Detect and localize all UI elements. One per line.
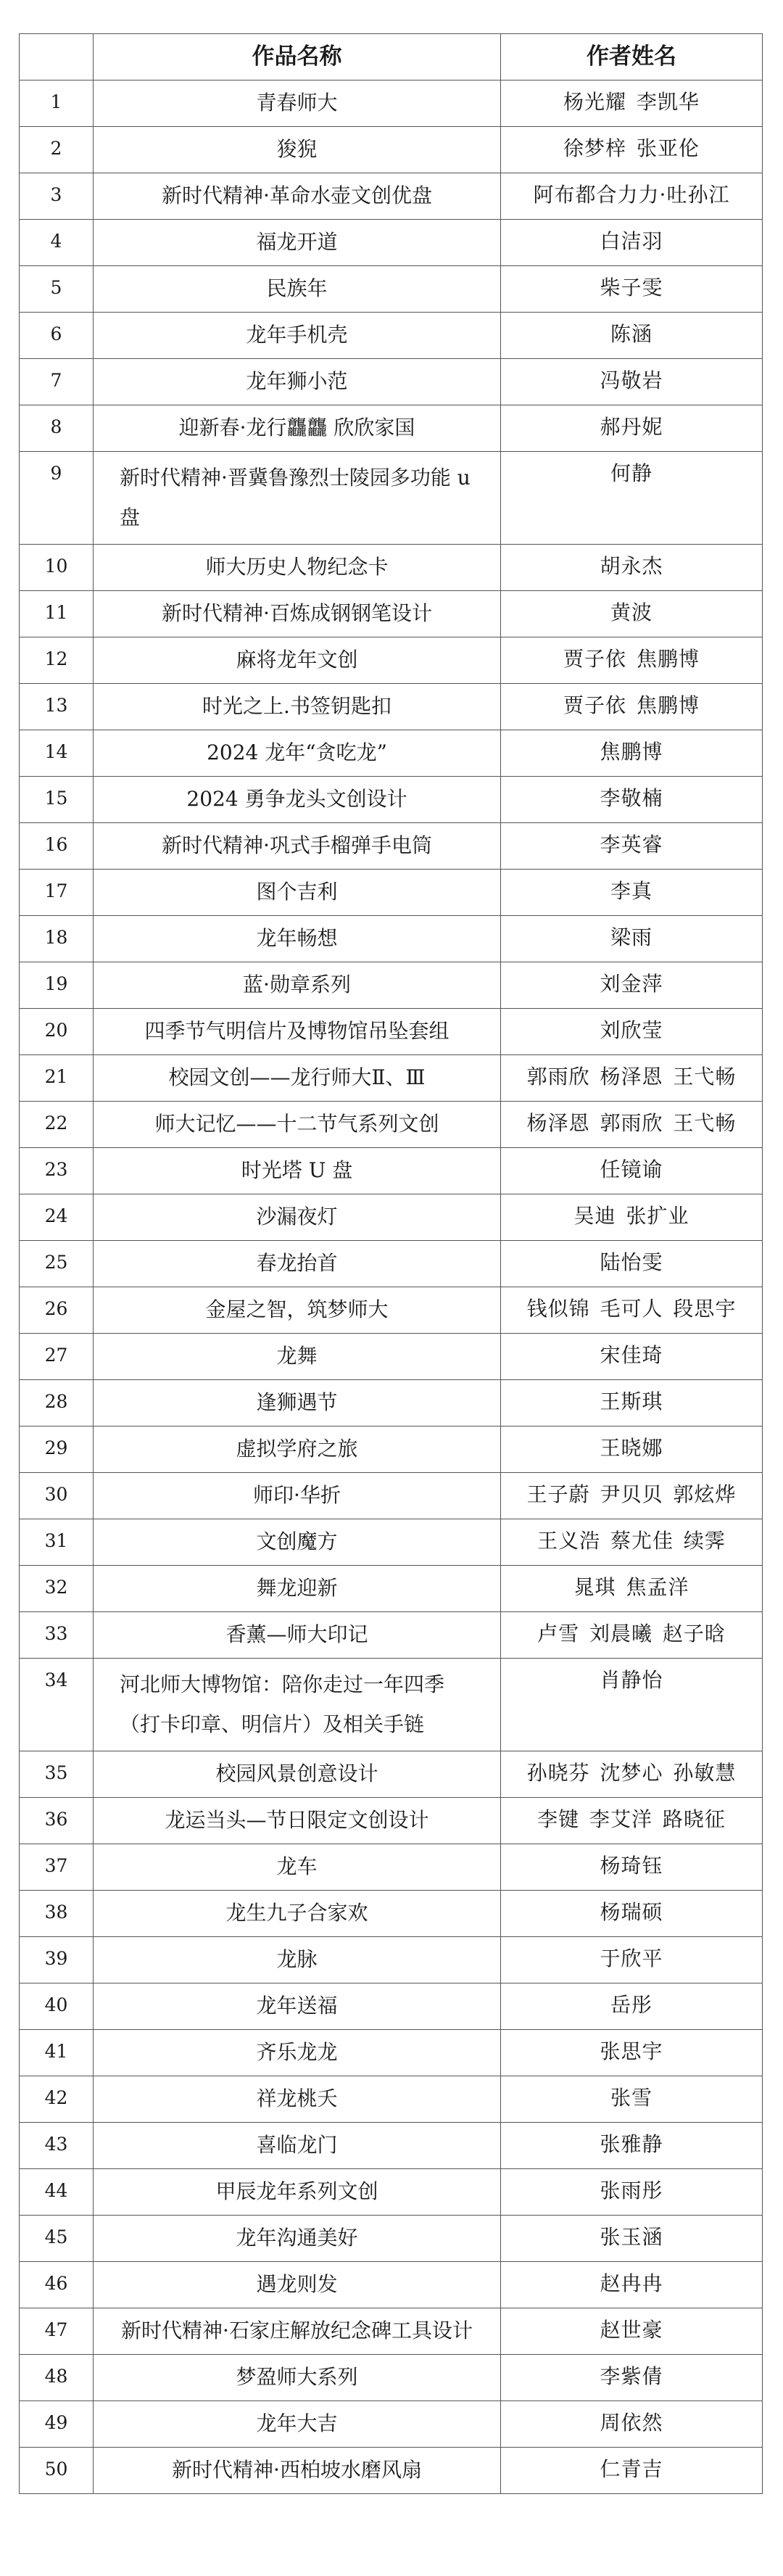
table-row <box>20 1241 763 1287</box>
work-title: 新时代精神·石家庄解放纪念碑工具设计 <box>94 2308 501 2355</box>
table-row <box>20 1009 763 1055</box>
work-title: 龙年手机壳 <box>94 313 501 359</box>
table-row <box>20 359 763 405</box>
table-row <box>20 1148 763 1194</box>
table-row <box>20 1612 763 1659</box>
table-row <box>20 777 763 823</box>
work-title: 麻将龙年文创 <box>94 637 501 684</box>
table-row <box>20 1055 763 1102</box>
row-number: 13 <box>20 684 94 730</box>
table-row <box>20 1844 763 1891</box>
work-title: 金屋之智，筑梦师大 <box>94 1287 501 1334</box>
row-number: 43 <box>20 2123 94 2169</box>
works-table-container <box>19 33 763 2494</box>
table-row <box>20 2169 763 2216</box>
work-title: 香薰—师大印记 <box>94 1612 501 1659</box>
table-row <box>20 545 763 591</box>
work-title: 时光之上.书签钥匙扣 <box>94 684 501 730</box>
row-number: 12 <box>20 637 94 684</box>
row-number: 20 <box>20 1009 94 1055</box>
work-title: 沙漏夜灯 <box>94 1194 501 1241</box>
row-number: 37 <box>20 1844 94 1891</box>
work-title: 2024 勇争龙头文创设计 <box>94 777 501 823</box>
author-name: 阿布都合力力·吐孙江 <box>501 173 763 220</box>
row-number: 32 <box>20 1566 94 1612</box>
author-name: 贾子依 焦鹏博 <box>501 637 763 684</box>
row-number: 27 <box>20 1334 94 1380</box>
work-title: 蓝·勋章系列 <box>94 962 501 1009</box>
table-row <box>20 916 763 962</box>
table-row <box>20 1473 763 1519</box>
author-name: 杨瑞硕 <box>501 1891 763 1937</box>
table-row <box>20 1380 763 1427</box>
author-name: 吴迪 张扩业 <box>501 1194 763 1241</box>
row-number: 45 <box>20 2216 94 2262</box>
work-title: 梦盈师大系列 <box>94 2355 501 2401</box>
row-number: 9 <box>20 452 94 545</box>
author-name: 李键 李艾洋 路晓征 <box>501 1798 763 1844</box>
author-name: 陈涵 <box>501 313 763 359</box>
row-number: 49 <box>20 2401 94 2448</box>
row-number: 4 <box>20 220 94 266</box>
row-number: 25 <box>20 1241 94 1287</box>
work-title: 龙年送福 <box>94 1983 501 2030</box>
table-row <box>20 1287 763 1334</box>
row-number: 33 <box>20 1612 94 1659</box>
work-title: 新时代精神·百炼成钢钢笔设计 <box>94 591 501 637</box>
header-work-title: 作品名称 <box>94 34 501 80</box>
author-name: 晁琪 焦孟洋 <box>501 1566 763 1612</box>
table-row <box>20 2216 763 2262</box>
work-title: 龙运当头—节日限定文创设计 <box>94 1798 501 1844</box>
table-row <box>20 173 763 220</box>
row-number: 34 <box>20 1659 94 1751</box>
table-row <box>20 1937 763 1983</box>
table-row <box>20 962 763 1009</box>
row-number: 8 <box>20 405 94 452</box>
table-row <box>20 2448 763 2494</box>
row-number: 41 <box>20 2030 94 2076</box>
work-title: 龙年大吉 <box>94 2401 501 2448</box>
author-name: 贾子依 焦鹏博 <box>501 684 763 730</box>
row-number: 2 <box>20 127 94 173</box>
author-name: 杨琦钰 <box>501 1844 763 1891</box>
row-number: 6 <box>20 313 94 359</box>
author-name: 岳彤 <box>501 1983 763 2030</box>
row-number: 28 <box>20 1380 94 1427</box>
work-title: 龙年狮小范 <box>94 359 501 405</box>
table-row <box>20 2030 763 2076</box>
author-name: 王晓娜 <box>501 1427 763 1473</box>
author-name: 张雨彤 <box>501 2169 763 2216</box>
table-row <box>20 1983 763 2030</box>
table-row <box>20 2401 763 2448</box>
row-number: 36 <box>20 1798 94 1844</box>
works-table <box>19 33 763 2494</box>
work-title: 新时代精神·西柏坡水磨风扇 <box>94 2448 501 2494</box>
header-author-name: 作者姓名 <box>501 34 763 80</box>
work-title: 舞龙迎新 <box>94 1566 501 1612</box>
work-title: 新时代精神·晋冀鲁豫烈士陵园多功能 u 盘 <box>94 452 501 545</box>
author-name: 杨泽恩 郭雨欣 王弋畅 <box>501 1102 763 1148</box>
row-number: 5 <box>20 266 94 313</box>
author-name: 任镜谕 <box>501 1148 763 1194</box>
table-row <box>20 80 763 127</box>
author-name: 周依然 <box>501 2401 763 2448</box>
author-name: 黄波 <box>501 591 763 637</box>
table-row <box>20 1519 763 1566</box>
row-number: 22 <box>20 1102 94 1148</box>
work-title: 龙生九子合家欢 <box>94 1891 501 1937</box>
work-title: 时光塔 U 盘 <box>94 1148 501 1194</box>
work-title: 遇龙则发 <box>94 2262 501 2308</box>
author-name: 张思宇 <box>501 2030 763 2076</box>
row-number: 48 <box>20 2355 94 2401</box>
work-title: 四季节气明信片及博物馆吊坠套组 <box>94 1009 501 1055</box>
author-name: 肖静怡 <box>501 1659 763 1751</box>
author-name: 赵冉冉 <box>501 2262 763 2308</box>
work-title: 图个吉利 <box>94 870 501 916</box>
author-name: 李紫倩 <box>501 2355 763 2401</box>
work-title: 龙年畅想 <box>94 916 501 962</box>
author-name: 孙晓芬 沈梦心 孙敏慧 <box>501 1751 763 1798</box>
author-name: 张玉涵 <box>501 2216 763 2262</box>
table-row <box>20 823 763 870</box>
table-row <box>20 1659 763 1751</box>
author-name: 赵世豪 <box>501 2308 763 2355</box>
table-row <box>20 684 763 730</box>
work-title: 师印·华折 <box>94 1473 501 1519</box>
work-title: 狻猊 <box>94 127 501 173</box>
work-title: 齐乐龙龙 <box>94 2030 501 2076</box>
row-number: 26 <box>20 1287 94 1334</box>
table-row <box>20 730 763 777</box>
work-title: 民族年 <box>94 266 501 313</box>
row-number: 44 <box>20 2169 94 2216</box>
work-title: 龙脉 <box>94 1937 501 1983</box>
row-number: 1 <box>20 80 94 127</box>
work-title: 青春师大 <box>94 80 501 127</box>
table-row <box>20 1566 763 1612</box>
author-name: 何静 <box>501 452 763 545</box>
author-name: 杨光耀 李凯华 <box>501 80 763 127</box>
row-number: 40 <box>20 1983 94 2030</box>
table-row <box>20 1751 763 1798</box>
author-name: 冯敬岩 <box>501 359 763 405</box>
table-row <box>20 2123 763 2169</box>
table-row <box>20 1194 763 1241</box>
work-title: 龙舞 <box>94 1334 501 1380</box>
author-name: 张雪 <box>501 2076 763 2123</box>
row-number: 23 <box>20 1148 94 1194</box>
table-row <box>20 637 763 684</box>
table-row <box>20 2308 763 2355</box>
work-title: 文创魔方 <box>94 1519 501 1566</box>
row-number: 42 <box>20 2076 94 2123</box>
table-row <box>20 591 763 637</box>
row-number: 7 <box>20 359 94 405</box>
table-row <box>20 127 763 173</box>
author-name: 李英睿 <box>501 823 763 870</box>
author-name: 胡永杰 <box>501 545 763 591</box>
author-name: 李敬楠 <box>501 777 763 823</box>
work-title: 校园风景创意设计 <box>94 1751 501 1798</box>
row-number: 15 <box>20 777 94 823</box>
author-name: 梁雨 <box>501 916 763 962</box>
author-name: 陆怡雯 <box>501 1241 763 1287</box>
work-title: 龙车 <box>94 1844 501 1891</box>
row-number: 21 <box>20 1055 94 1102</box>
row-number: 10 <box>20 545 94 591</box>
work-title: 校园文创——龙行师大Ⅱ、Ⅲ <box>94 1055 501 1102</box>
work-title: 福龙开道 <box>94 220 501 266</box>
author-name: 李真 <box>501 870 763 916</box>
work-title: 迎新春·龙行龘龘 欣欣家国 <box>94 405 501 452</box>
work-title: 春龙抬首 <box>94 1241 501 1287</box>
author-name: 仁青吉 <box>501 2448 763 2494</box>
row-number: 3 <box>20 173 94 220</box>
table-row <box>20 2355 763 2401</box>
row-number: 30 <box>20 1473 94 1519</box>
table-row <box>20 1798 763 1844</box>
row-number: 47 <box>20 2308 94 2355</box>
author-name: 张雅静 <box>501 2123 763 2169</box>
table-row <box>20 2262 763 2308</box>
table-row <box>20 1891 763 1937</box>
row-number: 18 <box>20 916 94 962</box>
author-name: 卢雪 刘晨曦 赵子晗 <box>501 1612 763 1659</box>
author-name: 宋佳琦 <box>501 1334 763 1380</box>
row-number: 16 <box>20 823 94 870</box>
table-row <box>20 220 763 266</box>
table-row <box>20 1427 763 1473</box>
row-number: 17 <box>20 870 94 916</box>
row-number: 35 <box>20 1751 94 1798</box>
author-name: 王子蔚 尹贝贝 郭炫烨 <box>501 1473 763 1519</box>
author-name: 焦鹏博 <box>501 730 763 777</box>
work-title: 祥龙桃夭 <box>94 2076 501 2123</box>
table-row <box>20 870 763 916</box>
table-row <box>20 405 763 452</box>
author-name: 王义浩 蔡尤佳 续霁 <box>501 1519 763 1566</box>
work-title: 龙年沟通美好 <box>94 2216 501 2262</box>
author-name: 刘欣莹 <box>501 1009 763 1055</box>
work-title: 2024 龙年“贪吃龙” <box>94 730 501 777</box>
row-number: 46 <box>20 2262 94 2308</box>
work-title: 逢狮遇节 <box>94 1380 501 1427</box>
table-row <box>20 1334 763 1380</box>
table-body <box>20 80 763 2494</box>
table-row <box>20 313 763 359</box>
table-row <box>20 452 763 545</box>
row-number: 31 <box>20 1519 94 1566</box>
work-title: 新时代精神·巩式手榴弹手电筒 <box>94 823 501 870</box>
author-name: 徐梦梓 张亚伦 <box>501 127 763 173</box>
author-name: 柴子雯 <box>501 266 763 313</box>
author-name: 刘金萍 <box>501 962 763 1009</box>
work-title: 师大历史人物纪念卡 <box>94 545 501 591</box>
work-title: 新时代精神·革命水壶文创优盘 <box>94 173 501 220</box>
table-row <box>20 2076 763 2123</box>
row-number: 14 <box>20 730 94 777</box>
row-number: 50 <box>20 2448 94 2494</box>
row-number: 29 <box>20 1427 94 1473</box>
work-title: 甲辰龙年系列文创 <box>94 2169 501 2216</box>
table-row <box>20 1102 763 1148</box>
table-row <box>20 266 763 313</box>
header-index <box>20 34 94 80</box>
author-name: 郭雨欣 杨泽恩 王弋畅 <box>501 1055 763 1102</box>
work-title: 师大记忆——十二节气系列文创 <box>94 1102 501 1148</box>
work-title: 河北师大博物馆：陪你走过一年四季（打卡印章、明信片）及相关手链 <box>94 1659 501 1751</box>
table-header-row <box>20 34 763 80</box>
author-name: 王斯琪 <box>501 1380 763 1427</box>
row-number: 39 <box>20 1937 94 1983</box>
author-name: 于欣平 <box>501 1937 763 1983</box>
author-name: 钱似锦 毛可人 段思宇 <box>501 1287 763 1334</box>
author-name: 郝丹妮 <box>501 405 763 452</box>
row-number: 11 <box>20 591 94 637</box>
row-number: 24 <box>20 1194 94 1241</box>
work-title: 虚拟学府之旅 <box>94 1427 501 1473</box>
author-name: 白洁羽 <box>501 220 763 266</box>
work-title: 喜临龙门 <box>94 2123 501 2169</box>
row-number: 38 <box>20 1891 94 1937</box>
row-number: 19 <box>20 962 94 1009</box>
